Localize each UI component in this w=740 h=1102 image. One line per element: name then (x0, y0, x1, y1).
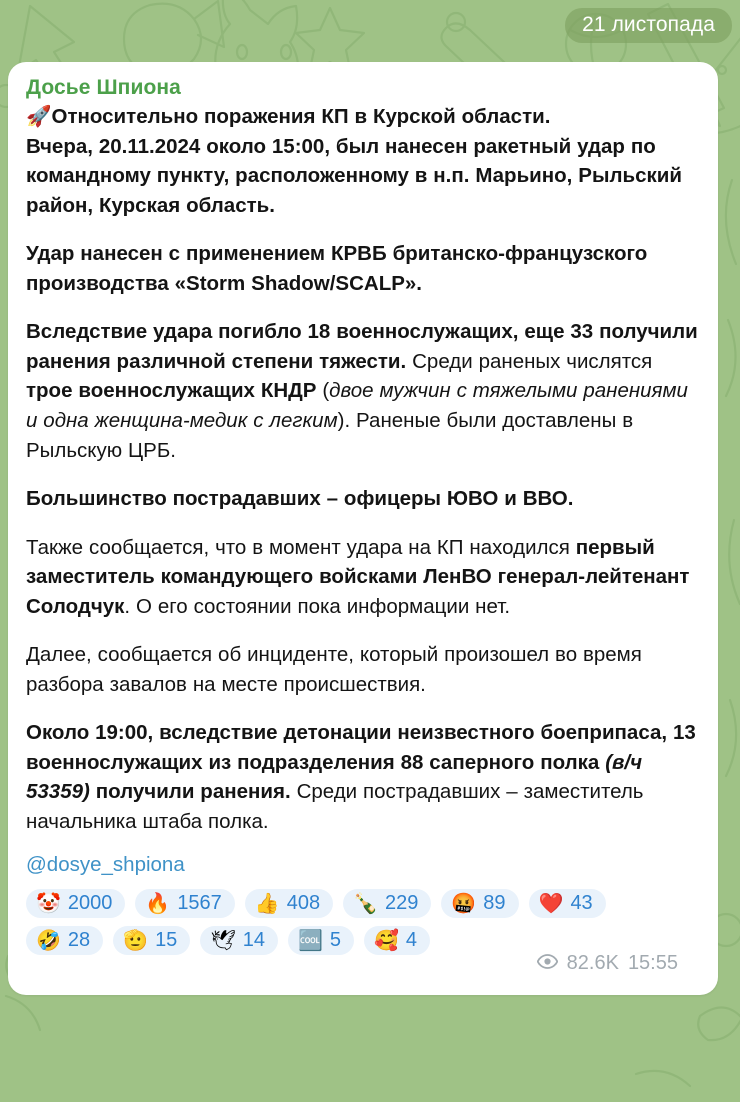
p-strike-details-run-0: Вчера, 20.11.2024 около 15:00, был нанесен ракетный удар по командному пункту, расположенному в н.п. Марьино, Рыльский район, Курская область. (26, 134, 682, 217)
message-footer (537, 953, 678, 973)
p-commander-run-2: . О его состоянии пока информации нет. (124, 594, 511, 618)
p-detonation-run-2: получили ранения. (89, 780, 291, 804)
p-casualties (26, 317, 700, 465)
champagne-bottle-reaction[interactable] (343, 889, 431, 918)
rolling-laughing-reaction-emoji: 🤣 (36, 927, 61, 952)
cool-button-reaction-count: 5 (329, 928, 341, 951)
smiling-face-hearts-reaction-emoji: 🥰 (373, 927, 399, 952)
p-commander-run-0: Также сообщается, что в момент удара на КП находился (26, 535, 576, 559)
clown-face-reaction-count: 2000 (67, 891, 113, 914)
smiling-face-hearts-reaction[interactable] (364, 926, 430, 955)
clown-face-reaction[interactable] (26, 889, 125, 918)
p-officers-run-0: Большинство пострадавших – офицеры ЮВО и ВВО. (26, 487, 574, 511)
p-casualties-run-1: Среди раненых числятся (406, 349, 653, 373)
channel-title[interactable]: Досье Шпиона (26, 76, 181, 99)
cursing-face-reaction[interactable] (441, 889, 518, 918)
p-detonation (26, 718, 700, 836)
red-heart-reaction-count: 43 (570, 891, 593, 914)
p-detonation-run-1: (в/ч 53359) (26, 750, 643, 804)
clown-face-reaction-emoji: 🤡 (36, 890, 61, 915)
p-commander (26, 533, 700, 622)
p-casualties-run-5: ). Раненые были доставлены в Рыльскую ЦРБ. (26, 409, 634, 462)
champagne-bottle-reaction-emoji: 🍾 (353, 890, 378, 915)
fire-reaction-emoji: 🔥 (145, 890, 171, 915)
views-eye-icon (537, 953, 558, 973)
date-divider: 21 листопада (565, 8, 732, 43)
p-casualties-run-2: трое военнослужащих КНДР (26, 379, 317, 403)
p-detonation-run-3: Среди пострадавших – заместитель начальника штаба полка. (26, 780, 644, 833)
champagne-bottle-reaction-count: 229 (385, 891, 419, 914)
fire-reaction-count: 1567 (177, 891, 222, 914)
red-heart-reaction[interactable] (529, 889, 606, 918)
cursing-face-reaction-emoji: 🤬 (451, 890, 477, 915)
thumbs-up-reaction[interactable] (245, 889, 333, 918)
red-heart-reaction-emoji: ❤️ (538, 890, 564, 915)
rolling-laughing-reaction[interactable] (26, 926, 103, 955)
saluting-face-reaction[interactable] (113, 926, 190, 955)
dove-reaction-emoji: 🕊 (210, 927, 236, 952)
dove-reaction[interactable] (200, 926, 278, 955)
p-casualties-run-3: ( (316, 379, 330, 403)
channel-username-link[interactable]: @dosye_shpiona (26, 853, 185, 877)
cursing-face-reaction-count: 89 (483, 891, 506, 914)
p-officers (26, 484, 700, 514)
dove-reaction-count: 14 (242, 928, 265, 951)
rocket-emoji: 🚀 (26, 104, 52, 129)
message-body (26, 102, 700, 836)
cool-button-reaction-emoji: 🆒 (297, 927, 323, 952)
thumbs-up-reaction-count: 408 (286, 891, 321, 914)
p-casualties-run-0: Вследствие удара погибло 18 военнослужащих, еще 33 получили ранения различной степени тяжести. (26, 320, 698, 373)
reaction-bar (26, 889, 666, 955)
message-bubble (8, 62, 718, 995)
saluting-face-reaction-emoji: 🫡 (123, 927, 149, 952)
p-weapon-run-0: Удар нанесен с применением КРВБ британско-французского производства «Storm Shadow/SCALP». (26, 242, 648, 295)
p-strike-details (26, 132, 700, 221)
p-casualties-run-4: двое мужчин с тяжелыми ранениями и одна женщина-медик с легким (26, 379, 688, 432)
p-incident-intro-run-0: Далее, сообщается об инциденте, который произошел во время разбора завалов на месте происшествия. (26, 643, 642, 696)
cool-button-reaction[interactable] (288, 926, 354, 955)
saluting-face-reaction-count: 15 (155, 928, 178, 951)
views-count: 82.6K (566, 951, 619, 974)
rolling-laughing-reaction-count: 28 (67, 928, 91, 951)
smiling-face-hearts-reaction-count: 4 (405, 928, 418, 951)
p-weapon (26, 239, 700, 298)
thumbs-up-reaction-emoji: 👍 (254, 890, 280, 915)
p-commander-run-1: первый заместитель командующего войсками ЛенВО генерал-лейтенант Солодчук (26, 535, 690, 618)
paragraph-container (26, 132, 700, 836)
message-time: 15:55 (627, 951, 678, 974)
fire-reaction[interactable] (135, 889, 234, 918)
p-incident-intro (26, 640, 700, 699)
headline-text: Относительно поражения КП в Курской области. (51, 105, 551, 129)
message-headline (26, 102, 700, 132)
p-detonation-run-0: Около 19:00, вследствие детонации неизвестного боеприпаса, 13 военнослужащих из подразделения 88 саперного полка (26, 721, 696, 774)
